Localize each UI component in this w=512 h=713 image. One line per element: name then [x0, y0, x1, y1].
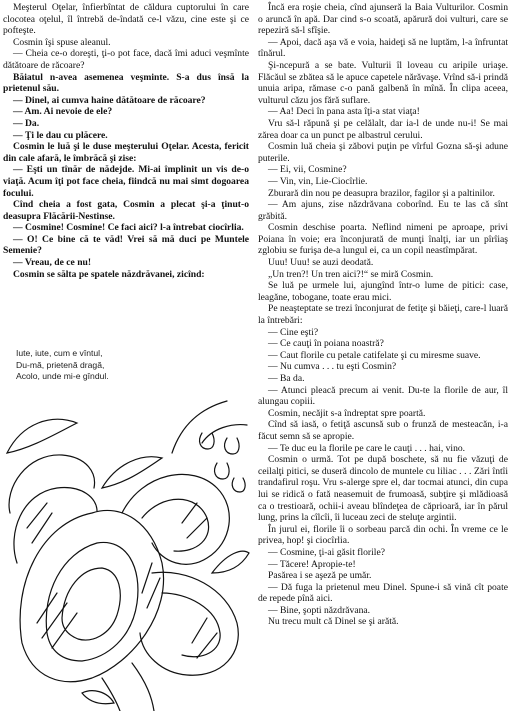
- right-paragraph: — Apoi, dacă aşa vă e voia, haideţi să ne luptăm, l-a înfruntat tînărul.: [258, 36, 508, 60]
- right-paragraph: — Ba da.: [268, 373, 305, 384]
- right-paragraph: — Ei, vii, Cosmine?: [268, 164, 347, 176]
- right-paragraph: — Tăcere! Apropie-te!: [268, 558, 356, 570]
- right-text-column: [258, 2, 508, 628]
- flower-illustration: [2, 393, 250, 711]
- left-paragraph: Meşterul Oţelar, înfierbîntat de căldura cuptorului în care clocotea oţelul, îl întrebă de-îndată ce-l văzu, cine este şi ce pofteşte.: [3, 2, 249, 37]
- right-paragraph: — Cine eşti?: [268, 326, 319, 338]
- left-paragraph: — Dinel, ai cumva haine dătătoare de răcoare?: [13, 94, 206, 106]
- right-paragraph: — Dă fuga la prietenul meu Dinel. Spune-i să vină cît poate de repede pînă aici.: [258, 581, 508, 605]
- right-paragraph: Vru să-l răpună şi pe celălalt, dar ia-l de unde nu-i! Se mai zărea doar ca un punct pe albastrul cerului.: [258, 117, 508, 141]
- right-paragraph: — Bine, şopti năzdrăvana.: [268, 604, 371, 616]
- right-paragraph: Se luă pe urmele lui, ajungînd într-o lume de pitici: case, leagăne, tobogane, toate erau mici.: [258, 280, 508, 303]
- left-paragraph: — Cosmine! Cosmine! Ce faci aici? l-a întrebat ciocîrlia.: [13, 222, 244, 234]
- left-paragraph: Cosmin le luă şi le duse meşterului Oţelar. Acesta, fericit din cale afară, le îmbrăcă şi zise:: [3, 141, 249, 164]
- right-paragraph: Cosmin o urmă. Tot pe după boschete, să nu fie văzuţi de ceilalţi pitici, se duseră dincolo de muntele cu liliac . . . Zări întîi trandafirul roşu. Vru s-alerge spre el, dar tocmai atunci, din cupa lui se ridică o fată neasemuit de frumoasă, subţire şi mlădioasă ca o trestioară, ochii-i aveau blîndeţea de căprioară, iar în părul lung, prins la cîlcîi, îi luceau zeci de steluţe argintii.: [258, 454, 508, 524]
- left-paragraph: — O! Ce bine că te văd! Vrei să mă duci pe Muntele Semenie?: [3, 233, 249, 257]
- left-paragraph: — Ţi le dau cu plăcere.: [13, 129, 108, 141]
- right-paragraph: — Te duc eu la florile pe care le cauţi . . . hai, vino.: [268, 442, 466, 454]
- right-paragraph: Cosmin luă cheia şi zăbovi puţin pe vîrful Gozna să-şi adune puterile.: [258, 141, 508, 164]
- right-paragraph: Pasărea i se aşeză pe umăr.: [268, 570, 372, 582]
- left-paragraph: Băiatul n-avea asemenea veşminte. S-a dus însă la prietenul său.: [3, 71, 249, 95]
- right-paragraph: Şi-ncepură a se bate. Vulturii îl loveau cu aripile uriaşe. Flăcăul se zbătea să le apuce capetele nărăvaşe. Vrînd să-i prindă unuia aripa, rămase c-o pană galbenă în mînă. În clipa aceea, vulturul căzu jos fără suflare.: [258, 59, 508, 106]
- right-paragraph: Cînd să iasă, o fetiţă ascunsă sub o frunză de mesteacăn, i-a făcut semn să se apropie.: [258, 419, 508, 442]
- right-paragraph: — Vin, vin, Lie-Ciocîrlie.: [268, 175, 368, 187]
- left-paragraph: — Vreau, de ce nu!: [13, 257, 92, 269]
- left-paragraph: Cînd cheia a fost gata, Cosmin a plecat şi-a ţinut-o deasupra Flăcării-Nestinse.: [3, 199, 249, 222]
- verse-line: Acolo, unde mi-e gîndul.: [16, 371, 109, 381]
- right-paragraph: „Un tren?! Un tren aici?!“ se miră Cosmin.: [268, 268, 434, 280]
- right-paragraph: — Atunci pleacă precum ai venit. Du-te la florile de aur, îl alungau copiii.: [258, 384, 508, 408]
- right-paragraph: — Am ajuns, zise năzdrăvana coborînd. Eu te las că sînt grăbită.: [258, 199, 508, 222]
- verse-line: Du-mă, prietenă dragă,: [16, 359, 105, 370]
- verse-block: [16, 348, 109, 383]
- right-paragraph: Cosmin deschise poarta. Neflind nimeni pe aproape, privi Poiana în voie; era înconjurată de munţi înalţi, iar un pîrîiaş zglobiu se furişa de-a lungul ei, ca un copil neastîmpărat.: [258, 222, 508, 257]
- right-paragraph: Uuu! Uuu! se auzi deodată.: [268, 257, 374, 269]
- left-paragraph: — Eşti un tînăr de nădejde. Mi-ai împlinit un vis de-o viaţă. Acum îţi pot face cheia, fiindcă nu mai simt dogoarea focului.: [3, 164, 249, 199]
- right-paragraph: — Ce cauţi în poiana noastră?: [268, 338, 384, 350]
- verse-line: Iute, iute, cum e vîntul,: [16, 348, 103, 358]
- right-paragraph: Nu trecu mult că Dinel se şi arătă.: [268, 616, 399, 628]
- left-paragraph: Cosmin se sălta pe spatele năzdrăvanei, zicînd:: [13, 268, 205, 280]
- right-paragraph: — Aa! Deci în pana asta îţi-a stat viaţa!: [268, 106, 420, 118]
- left-paragraph: Cosmin îşi spuse aleanul.: [13, 36, 111, 48]
- right-paragraph: — Nu cumva . . . tu eşti Cosmin?: [268, 361, 397, 373]
- left-paragraph: — Da.: [13, 117, 40, 129]
- right-paragraph: Pe neaşteptate se trezi înconjurat de fetiţe şi băieţi, care-l luară la întrebări:: [258, 303, 508, 327]
- right-paragraph: În jurul ei, florile îi o sorbeau parcă din ochi. În vreme ce le privea, hop! şi ciocîrlia.: [258, 523, 508, 547]
- left-paragraph: — Cheia ce-o doreşti, ţi-o pot face, dacă îmi aduci veşmînte dătătoare de răcoare?: [3, 48, 249, 71]
- right-paragraph: — Cosmine, ţi-ai găsit florile?: [268, 546, 385, 558]
- right-paragraph: — Caut florile cu petale catifelate şi cu miresme suave.: [268, 349, 481, 361]
- right-paragraph: Încă era roşie cheia, cînd ajunseră la Baia Vulturilor. Cosmin o aruncă în apă. Dar cind s-o scoată, apărură doi vulturi, care se repeziră să-l sfîşie.: [258, 2, 508, 37]
- left-paragraph: — Am. Ai nevoie de ele?: [13, 106, 113, 118]
- right-paragraph: Cosmin, necăjit s-a îndreptat spre poartă.: [268, 407, 426, 419]
- left-text-column: [3, 2, 249, 280]
- right-paragraph: Zburară din nou pe deasupra brazilor, fagilor şi a paltinilor.: [268, 187, 495, 199]
